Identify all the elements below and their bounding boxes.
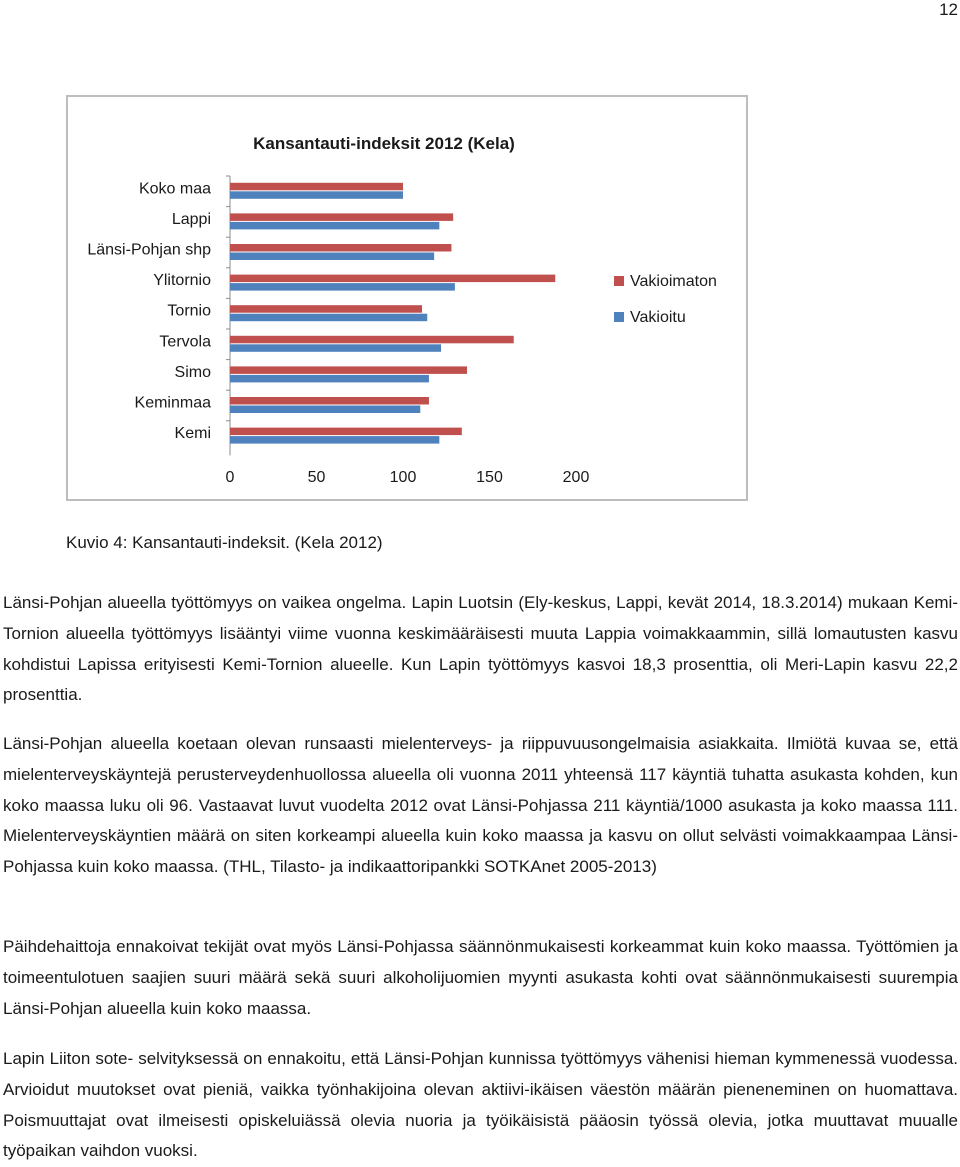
bar-vakioimaton-1 [230, 213, 453, 221]
legend-swatch-0 [614, 276, 624, 286]
bar-vakioitu-4 [230, 314, 427, 322]
category-label: Tornio [167, 302, 211, 320]
bar-vakioitu-5 [230, 344, 441, 352]
category-label: Tervola [159, 333, 211, 351]
bar-vakioitu-7 [230, 406, 420, 414]
legend-swatch-1 [614, 312, 624, 322]
bar-vakioimaton-7 [230, 397, 429, 405]
category-label: Länsi-Pohjan shp [87, 241, 211, 259]
paragraph-forecast: Lapin Liiton sote- selvityksessä on ennakoitu, että Länsi-Pohjan kunnissa työttömyys vähenisi hieman kymmenessä vuodessa. Arvioidut muutokset ovat pieniä, vaikka työnhakijoina olevan aktiivi-ikäisen väestön määrän pieneneminen on huomattava. Poismuuttajat ovat ilmeisesti opiskeluiässä olevia nuoria ja työikäisistä pääosin työssä olevia, jotka muuttavat muualle työpaikan vaihdon vuoksi. [3, 1049, 958, 1161]
paragraph-substance-abuse: Päihdehaittoja ennakoivat tekijät ovat myös Länsi-Pohjassa säännönmukaisesti korkeammat kuin koko maassa. Työttömien ja toimeentulotuen saajien suuri määrä sekä suuri alkoholijuomien myynti asukasta kohti ovat säännönmukaisesti suurempia Länsi-Pohjan alueella kuin koko maassa. [3, 937, 958, 1018]
x-tick-label: 150 [476, 469, 503, 486]
figure-caption: Kuvio 4: Kansantauti-indeksit. (Kela 2012) [66, 533, 383, 552]
bar-vakioimaton-4 [230, 305, 422, 313]
category-label: Koko maa [138, 180, 211, 198]
category-label: Simo [174, 363, 211, 381]
x-tick-label: 50 [307, 469, 326, 486]
bar-vakioitu-6 [230, 375, 429, 383]
bar-vakioimaton-5 [230, 336, 514, 344]
x-tick-label: 0 [225, 469, 235, 486]
legend-label-1: Vakioitu [630, 309, 686, 326]
category-label: Keminmaa [134, 394, 211, 412]
x-tick-label: 100 [389, 469, 417, 486]
chart-frame [66, 95, 748, 501]
bar-vakioitu-0 [230, 191, 403, 199]
paragraph-unemployment: Länsi-Pohjan alueella työttömyys on vaikea ongelma. Lapin Luotsin (Ely-keskus, Lappi, kevät 2014, 18.3.2014) mukaan Kemi-Tornion alueella työttömyys lisääntyi viime vuonna keskimääräisesti muuta Lappia voimakkaammin, sillä lomautusten kasvu kohdistui Lapissa erityisesti Kemi-Tornion alueelle. Kun Lapin työttömyys kasvoi 18,3 prosenttia, oli Meri-Lapin kasvu 22,2 prosenttia. [3, 593, 958, 705]
legend-label-0: Vakioimaton [630, 273, 717, 290]
bar-vakioitu-2 [230, 253, 434, 261]
bar-vakioitu-3 [230, 283, 455, 291]
bar-vakioimaton-3 [230, 275, 555, 283]
x-tick-label: 200 [562, 469, 590, 486]
chart-title: Kansantauti-indeksit 2012 (Kela) [253, 134, 515, 153]
category-label: Ylitornio [153, 272, 211, 290]
category-label: Lappi [171, 210, 211, 228]
category-label: Kemi [174, 425, 211, 443]
bar-vakioitu-1 [230, 222, 439, 230]
page-number: 12 [939, 0, 958, 19]
bar-vakioimaton-2 [230, 244, 451, 252]
bar-chart [68, 97, 746, 499]
bar-vakioimaton-6 [230, 366, 467, 374]
bar-vakioimaton-8 [230, 428, 462, 436]
bar-vakioimaton-0 [230, 183, 403, 191]
paragraph-mental-health: Länsi-Pohjan alueella koetaan olevan runsaasti mielenterveys- ja riippuvuusongelmaisia asiakkaita. Ilmiötä kuvaa se, että mielenterveyskäyntejä perusterveydenhuollossa alueella oli vuonna 2011 yhteensä 117 käyntiä tuhatta asukasta kohden, kun koko maassa luku oli 96. Vastaavat luvut vuodelta 2012 ovat Länsi-Pohjassa 211 käyntiä/1000 asukasta ja koko maassa 111. Mielenterveyskäyntien määrä on siten korkeampi alueella kuin koko maassa ja kasvu on ollut selvästi voimakkaampaa Länsi-Pohjassa kuin koko maassa. (THL, Tilasto- ja indikaattoripankki SOTKAnet 2005-2013) [3, 734, 958, 877]
bar-vakioitu-8 [230, 436, 439, 444]
